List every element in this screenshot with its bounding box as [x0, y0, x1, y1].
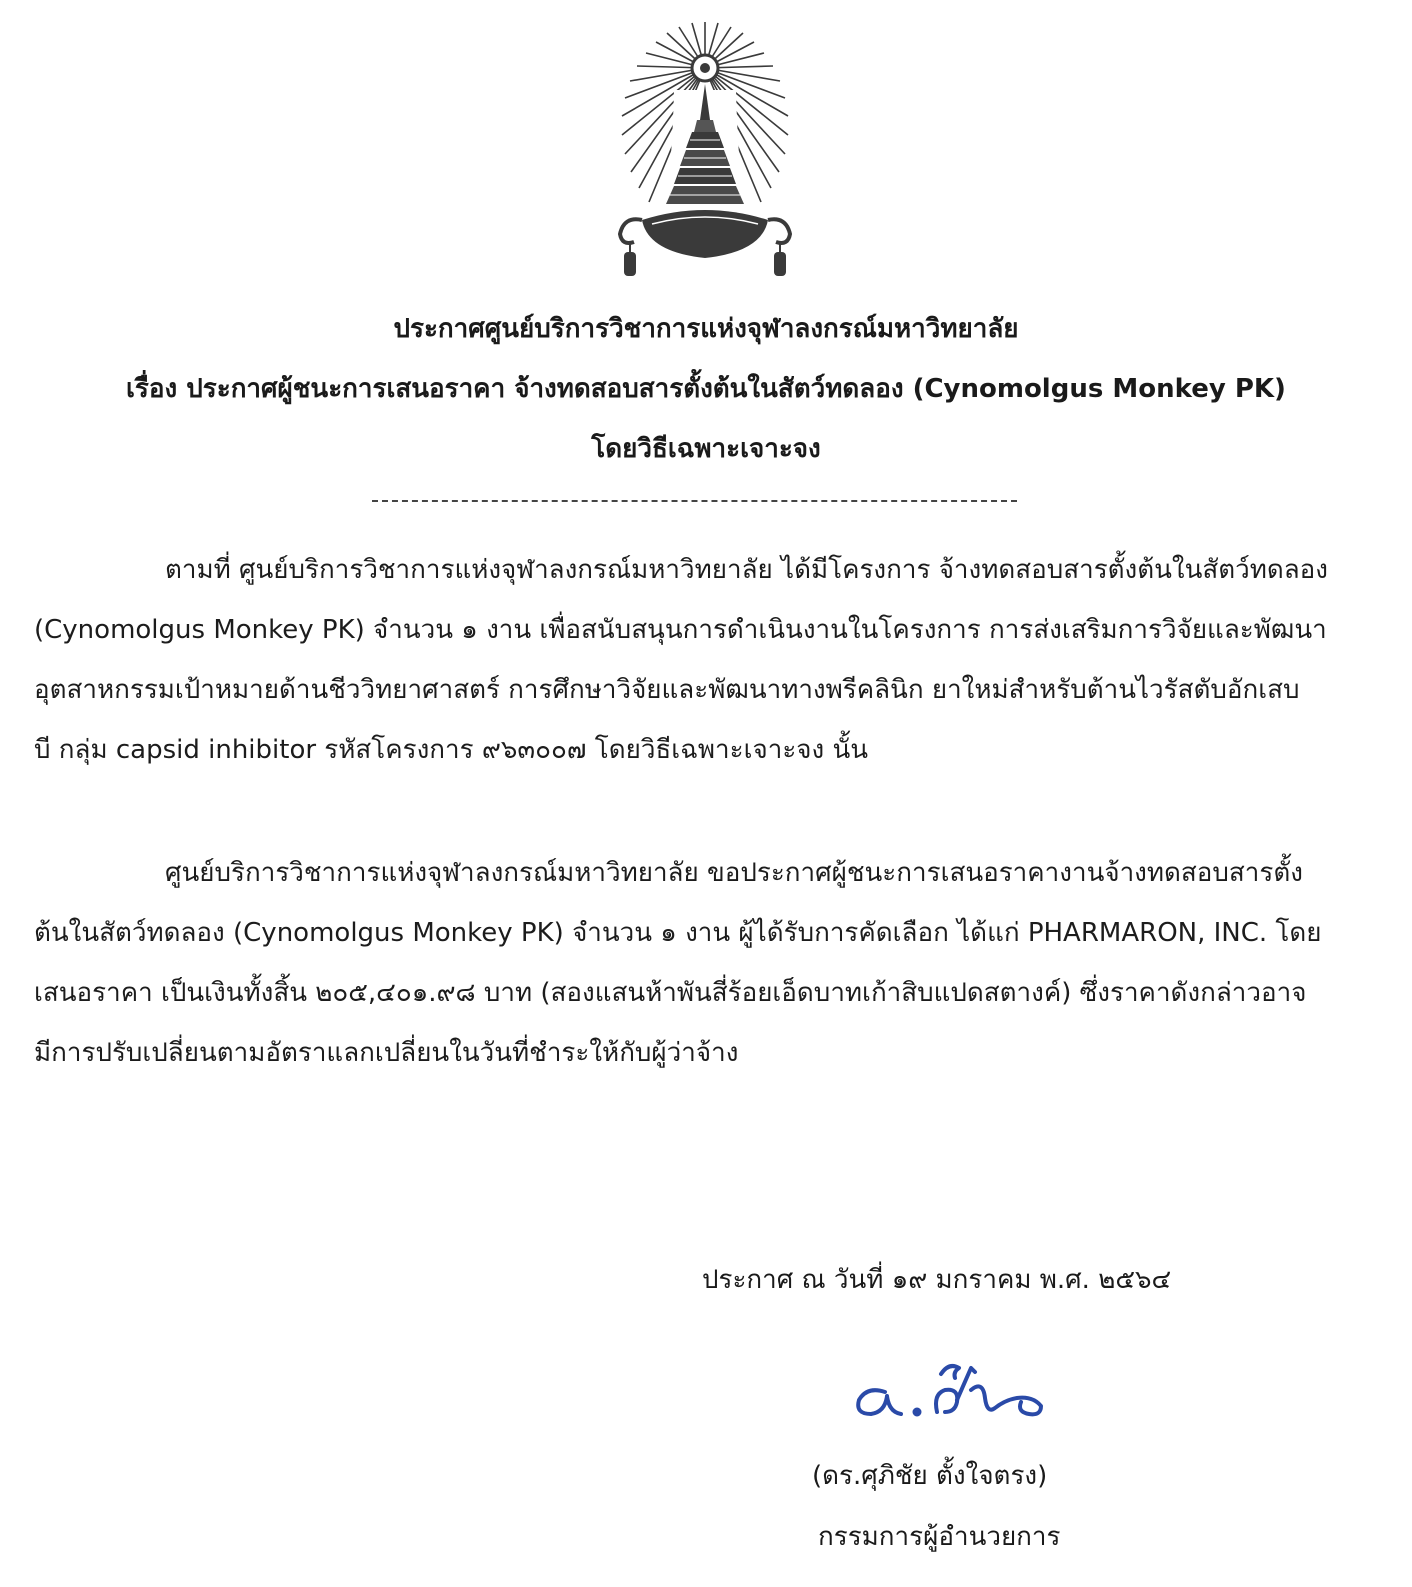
announcement-title: ประกาศศูนย์บริการวิชาการแห่งจุฬาลงกรณ์มหาวิทยาลัย [393, 314, 1019, 344]
announcement-date: ประกาศ ณ วันที่ ๑๙ มกราคม พ.ศ. ๒๕๖๔ [702, 1265, 1172, 1295]
paragraph-1-line-3: อุตสาหกรรมเป้าหมายด้านชีววิทยาศาสตร์ การศึกษาวิจัยและพัฒนาทางพรีคลินิก ยาใหม่สำหรับต้านไวรัสตับอักเสบ [34, 675, 1300, 705]
paragraph-2-line-3: เสนอราคา เป็นเงินทั้งสิ้น ๒๐๕,๔๐๑.๙๘ บาท (สองแสนห้าพันสี่ร้อยเอ็ดบาทเก้าสิบแปดสตางค์) ซึ่งราคาดังกล่าวอาจ [34, 978, 1307, 1008]
divider-rule [372, 500, 1017, 502]
paragraph-1-line-2: (Cynomolgus Monkey PK) จำนวน ๑ งาน เพื่อสนับสนุนการดำเนินงานในโครงการ การส่งเสริมการวิจัยและพัฒนา [34, 615, 1327, 645]
phra-kiao-emblem-icon [612, 20, 798, 288]
announcement-method: โดยวิธีเฉพาะเจาะจง [591, 434, 821, 464]
handwritten-signature [845, 1350, 1060, 1430]
paragraph-2-line-1: ศูนย์บริการวิชาการแห่งจุฬาลงกรณ์มหาวิทยาลัย ขอประกาศผู้ชนะการเสนอราคางานจ้างทดสอบสารตั้ง [165, 858, 1303, 888]
paragraph-1-line-4: บี กลุ่ม capsid inhibitor รหัสโครงการ ๙๖๓๐๐๗ โดยวิธีเฉพาะเจาะจง นั้น [34, 735, 869, 765]
signatory-position: กรรมการผู้อำนวยการ [818, 1522, 1061, 1552]
paragraph-2-line-4: มีการปรับเปลี่ยนตามอัตราแลกเปลี่ยนในวันที่ชำระให้กับผู้ว่าจ้าง [34, 1038, 739, 1068]
paragraph-2-line-2: ต้นในสัตว์ทดลอง (Cynomolgus Monkey PK) จำนวน ๑ งาน ผู้ได้รับการคัดเลือก ได้แก่ PHARMARON, INC. โดย [34, 918, 1322, 948]
signatory-name: (ดร.ศุภิชัย ตั้งใจตรง) [812, 1461, 1048, 1491]
paragraph-1-line-1: ตามที่ ศูนย์บริการวิชาการแห่งจุฬาลงกรณ์มหาวิทยาลัย ได้มีโครงการ จ้างทดสอบสารตั้งต้นในสัตว์ทดลอง [165, 555, 1328, 585]
announcement-subject: เรื่อง ประกาศผู้ชนะการเสนอราคา จ้างทดสอบสารตั้งต้นในสัตว์ทดลอง (Cynomolgus Monkey PK) [126, 374, 1286, 404]
